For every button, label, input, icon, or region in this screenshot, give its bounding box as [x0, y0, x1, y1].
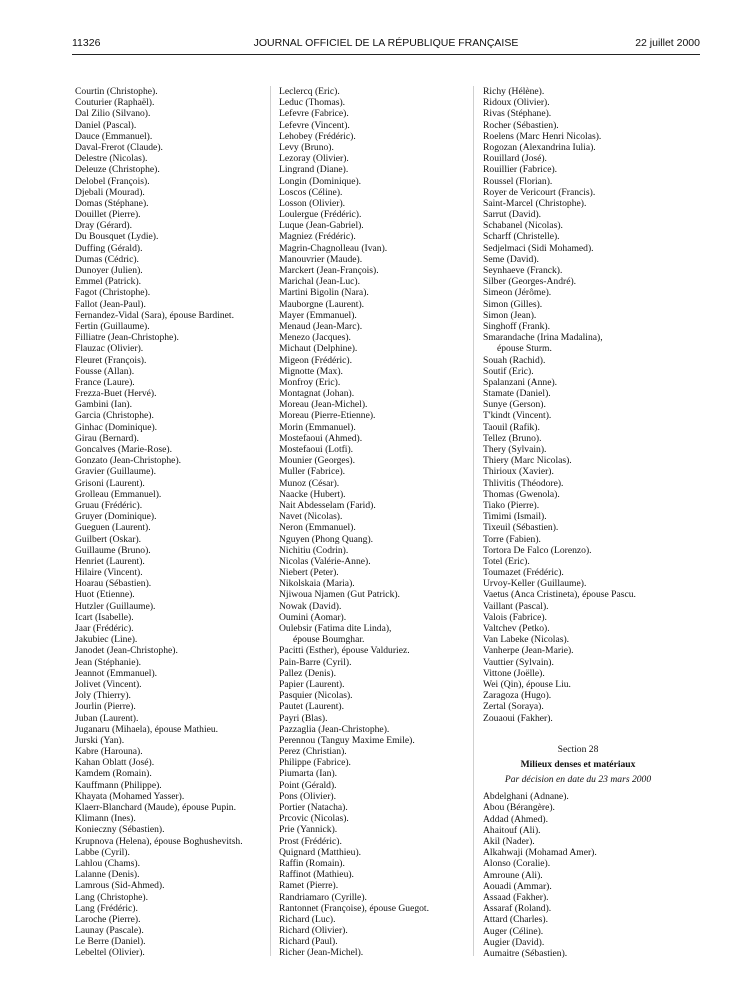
page-header — [72, 37, 700, 51]
name-entry: Klaerr-Blanchard (Maude), épouse Pupin. — [75, 802, 236, 813]
name-entry: Perez (Christian). — [279, 746, 347, 758]
name-entry: Lefevre (Vincent). — [279, 119, 350, 131]
name-entry: Roelens (Marc Henri Nicolas). — [483, 130, 602, 142]
name-entry: Grisoni (Laurent). — [75, 477, 145, 489]
name-entry: Silber (Georges-André). — [483, 276, 577, 288]
column-divider — [270, 86, 271, 956]
name-entry: Portier (Natacha). — [279, 802, 348, 813]
name-entry: Soutif (Eric). — [483, 365, 534, 377]
name-entry: Abdelghani (Adnane). — [483, 791, 569, 803]
name-entry: Hutzler (Guillaume). — [75, 600, 156, 612]
name-entry: Dunoyer (Julien). — [75, 265, 143, 276]
name-entry: Marckert (Jean-François). — [279, 265, 379, 276]
name-entry: Timimi (Ismail). — [483, 511, 547, 523]
name-entry: Tixeuil (Sébastien). — [483, 522, 559, 534]
name-entry: Lamrous (Sid-Ahmed). — [75, 880, 165, 892]
name-entry: Mignotte (Max). — [279, 365, 343, 377]
name-entry: Icart (Isabelle). — [75, 611, 134, 623]
name-entry: Sunye (Gerson). — [483, 399, 546, 411]
name-entry: Raffin (Romain). — [279, 857, 345, 869]
name-entry: Fallot (Jean-Paul). — [75, 298, 146, 310]
name-entry: Grolleau (Emmanuel). — [75, 488, 162, 500]
name-entry: Souah (Rachid). — [483, 354, 546, 366]
name-entry: Nowak (David). — [279, 600, 342, 612]
name-entry: Tellez (Bruno). — [483, 432, 542, 444]
name-entry: Rivas (Stéphane). — [483, 108, 552, 120]
name-entry: Spalanzani (Anne). — [483, 376, 558, 388]
name-entry: Douillet (Pierre). — [75, 209, 141, 221]
name-entry: Dauce (Emmanuel). — [75, 130, 153, 142]
name-entry: Rantonnet (Françoise), épouse Guegot. — [279, 902, 429, 914]
name-entry: Valtchev (Petko). — [483, 623, 550, 634]
name-entry: Nait Abdesselam (Farid). — [279, 499, 376, 511]
name-entry: Menaud (Jean-Marc). — [279, 320, 363, 332]
name-entry: Raffinot (Mathieu). — [279, 869, 354, 881]
name-entry: Joly (Thierry). — [75, 690, 131, 702]
name-entry: Pazzaglia (Jean-Christophe). — [279, 723, 390, 735]
name-entry: Wei (Qin), épouse Liu. — [483, 678, 571, 690]
name-entry: Filliatre (Jean-Christophe). — [75, 332, 179, 344]
name-entry: Kauffmann (Philippe). — [75, 779, 162, 791]
name-entry: Saint-Marcel (Christophe). — [483, 197, 587, 209]
name-entry: Loulergue (Frédéric). — [279, 209, 362, 221]
name-entry: France (Laure). — [75, 376, 135, 388]
name-entry: Gueguen (Laurent). — [75, 522, 151, 534]
name-entry: Lebeltel (Olivier). — [75, 947, 145, 959]
name-entry: Seynhaeve (Franck). — [483, 265, 563, 276]
name-entry: Alonso (Coralie). — [483, 858, 551, 870]
name-entry: Tiako (Pierre). — [483, 499, 540, 511]
name-entry: Laroche (Pierre). — [75, 913, 141, 925]
name-entry: Fernandez-Vidal (Sara), épouse Bardinet. — [75, 309, 234, 321]
name-entry: Mauborgne (Laurent). — [279, 298, 365, 310]
journal-title: JOURNAL OFFICIEL DE LA RÉPUBLIQUE FRANÇAISE — [253, 37, 519, 49]
name-entry: Migeon (Frédéric). — [279, 354, 352, 366]
name-entry: Emmel (Patrick). — [75, 276, 142, 288]
name-entry: Flauzac (Olivier). — [75, 343, 144, 355]
name-entry: Lefevre (Fabrice). — [279, 108, 349, 120]
names-column-3 — [483, 86, 673, 959]
name-entry: Kabre (Harouna). — [75, 746, 143, 758]
name-entry: Lingrand (Diane). — [279, 164, 349, 176]
name-entry: Girau (Bernard). — [75, 432, 139, 444]
name-entry: Launay (Pascale). — [75, 925, 144, 937]
name-entry: Juban (Laurent). — [75, 712, 139, 724]
name-entry: Lang (Frédéric). — [75, 902, 138, 914]
name-entry: Michaut (Delphine). — [279, 343, 358, 355]
name-entry: Zertal (Soraya). — [483, 701, 544, 713]
name-entry: Mounier (Georges). — [279, 455, 356, 467]
name-entry: Leduc (Thomas). — [279, 97, 346, 109]
name-entry: Du Bousquet (Lydie). — [75, 231, 159, 243]
name-entry: Couturier (Raphaël). — [75, 97, 155, 109]
section-heading: Section 28 — [557, 743, 599, 755]
name-entry: Vaillant (Pascal). — [483, 600, 549, 612]
name-entry: Delobel (François). — [75, 175, 150, 187]
name-entry: Krupnova (Helena), épouse Boghushevitsh. — [75, 835, 243, 847]
name-entry: Levy (Bruno). — [279, 141, 334, 153]
name-entry: Piumarta (Ian). — [279, 768, 338, 780]
name-entry: Delestre (Nicolas). — [75, 153, 148, 165]
name-entry: Guillaume (Bruno). — [75, 544, 151, 556]
name-entry: Deleuze (Christophe). — [75, 164, 160, 176]
name-entry: Pons (Olivier). — [279, 790, 337, 802]
section-decision: Par décision en date du 23 mars 2000 — [504, 774, 652, 786]
name-entry: Nicolas (Valérie-Anne). — [279, 555, 371, 567]
name-entry: Rouillard (José). — [483, 153, 547, 165]
name-entry: Gruyer (Dominique). — [75, 511, 157, 523]
name-entry: Aouadi (Ammar). — [483, 880, 552, 892]
name-entry: Pallez (Denis). — [279, 667, 337, 679]
name-entry: Richard (Luc). — [279, 913, 336, 925]
name-entry: Jurski (Yan). — [75, 734, 125, 746]
name-entry: Amroune (Ali). — [483, 869, 543, 881]
name-entry: Schabanel (Nicolas). — [483, 220, 563, 232]
name-entry: Hoarau (Sébastien). — [75, 578, 152, 590]
name-entry: Zouaoui (Fakher). — [483, 712, 553, 724]
name-entry: Frezza-Buet (Hervé). — [75, 388, 157, 400]
name-entry: Richard (Paul). — [279, 936, 338, 948]
name-entry: Moreau (Jean-Michel). — [279, 399, 368, 411]
name-entry: Morin (Emmanuel). — [279, 421, 356, 433]
name-entry: Labbe (Cyril). — [75, 846, 130, 858]
name-entry: Goncalves (Marie-Rose). — [75, 444, 172, 455]
section-subtitle: Milieux denses et matériaux — [520, 758, 636, 770]
name-entry: Seme (David). — [483, 253, 539, 265]
name-entry: Taouil (Rafik). — [483, 421, 540, 433]
name-entry: Konieczny (Sébastien). — [75, 824, 165, 836]
name-entry: Randriamaro (Cyrille). — [279, 891, 367, 903]
name-entry: Jeannot (Emmanuel). — [75, 667, 158, 679]
name-entry: Lezoray (Olivier). — [279, 153, 349, 165]
name-entry: Domas (Stéphane). — [75, 197, 149, 209]
name-entry: Mostefaoui (Lotfi). — [279, 444, 354, 455]
name-entry: Pasquier (Nicolas). — [279, 690, 353, 702]
name-entry: Navet (Nicolas). — [279, 511, 343, 523]
name-entry: Dal Zilio (Silvano). — [75, 108, 151, 120]
name-entry: Leclercq (Eric). — [279, 86, 340, 97]
name-entry: Janodet (Jean-Christophe). — [75, 645, 178, 657]
name-entry: Valois (Fabrice). — [483, 611, 547, 623]
name-entry: Gravier (Guillaume). — [75, 466, 156, 478]
name-entry: Dray (Gérard). — [75, 220, 132, 232]
names-column-1 — [75, 86, 265, 959]
name-entry: Neron (Emmanuel). — [279, 522, 356, 534]
name-entry: Moreau (Pierre-Etienne). — [279, 410, 376, 422]
name-entry: Ahaitouf (Ali). — [483, 824, 541, 836]
name-entry: Huot (Etienne). — [75, 589, 135, 601]
name-entry: Scharff (Christelle). — [483, 231, 560, 243]
name-entry: Totel (Eric). — [483, 555, 530, 567]
name-entry: Addad (Ahmed). — [483, 813, 549, 825]
name-entry: Van Labeke (Nicolas). — [483, 634, 570, 646]
name-entry: Roussel (Florian). — [483, 175, 553, 187]
name-entry: Niebert (Peter). — [279, 567, 339, 579]
name-entry: Vanherpe (Jean-Marie). — [483, 645, 574, 657]
name-entry: Perennou (Tanguy Maxime Emile). — [279, 734, 415, 746]
name-entry: Assaad (Fakher). — [483, 891, 549, 903]
name-entry: Magniez (Frédéric). — [279, 231, 356, 243]
name-entry: Kamdem (Romain). — [75, 768, 152, 780]
name-entry: Pain-Barre (Cyril). — [279, 656, 352, 668]
name-entry: Aumaitre (Sébastien). — [483, 947, 568, 959]
name-entry: Richard (Olivier). — [279, 925, 348, 937]
header-rule — [72, 54, 700, 55]
name-entry: Urvoy-Keller (Guillaume). — [483, 578, 587, 590]
name-entry: Oumini (Aomar). — [279, 611, 347, 623]
name-entry: Muller (Fabrice). — [279, 466, 346, 478]
name-entry: Le Berre (Daniel). — [75, 936, 146, 948]
name-entry: Vittone (Joëlle). — [483, 667, 545, 679]
name-entry: Marichal (Jean-Luc). — [279, 276, 360, 288]
name-entry: Singhoff (Frank). — [483, 320, 550, 332]
name-entry: Torre (Fabien). — [483, 533, 541, 545]
name-entry: Thery (Sylvain). — [483, 444, 547, 455]
name-entry: Payri (Blas). — [279, 712, 328, 724]
name-entry: Alkahwaji (Mohamad Amer). — [483, 847, 597, 859]
section28-list — [483, 791, 673, 959]
name-entry: Ginhac (Dominique). — [75, 421, 158, 433]
name-entry: Rouillier (Fabrice). — [483, 164, 558, 176]
name-entry: Prost (Frédéric). — [279, 835, 342, 847]
name-entry: Auger (Céline). — [483, 925, 544, 937]
name-entry: Augier (David). — [483, 936, 545, 948]
name-entry: Fagot (Christophe). — [75, 287, 151, 299]
name-entry: Jourlin (Pierre). — [75, 701, 136, 713]
name-entry: Papier (Laurent). — [279, 678, 345, 690]
name-entry: Lalanne (Denis). — [75, 869, 140, 881]
name-entry: Quignard (Matthieu). — [279, 846, 362, 858]
name-entry: Sarrut (David). — [483, 209, 542, 221]
name-entry: Gonzato (Jean-Christophe). — [75, 455, 182, 467]
name-entry: Njiwoua Njamen (Gut Patrick). — [279, 589, 400, 601]
name-entry: Khayata (Mohamed Yasser). — [75, 790, 185, 802]
name-entry: Courtin (Christophe). — [75, 86, 158, 97]
name-entry: Vaetus (Anca Cristineta), épouse Pascu. — [483, 589, 636, 601]
column-divider — [473, 86, 474, 956]
name-entry: Toumazet (Frédéric). — [483, 567, 564, 579]
name-entry: Simeon (Jérôme). — [483, 287, 552, 299]
name-entry: Rocher (Sébastien). — [483, 119, 559, 131]
name-entry: Ramet (Pierre). — [279, 880, 339, 892]
name-entry: Abou (Bérangère). — [483, 802, 555, 814]
name-entry: Prcovic (Nicolas). — [279, 813, 349, 825]
name-entry: Thiery (Marc Nicolas). — [483, 455, 572, 467]
name-entry: Thirioux (Xavier). — [483, 466, 554, 478]
name-entry: Lehobey (Frédéric). — [279, 130, 356, 142]
name-entry: Duffing (Gérald). — [75, 242, 143, 254]
name-entry: Royer de Vericourt (Francis). — [483, 186, 596, 198]
name-entry: Thlivitis (Théodore). — [483, 477, 564, 489]
name-entry: Jean (Stéphanie). — [75, 656, 142, 668]
name-entry: Attard (Charles). — [483, 914, 549, 926]
name-entry: Martini Bigolin (Nara). — [279, 287, 369, 299]
name-entry: Richy (Hélène). — [483, 86, 545, 97]
name-entry: Prie (Yannick). — [279, 824, 338, 836]
name-entry: Djebali (Mourad). — [75, 186, 145, 198]
name-entry: Nguyen (Phong Quang). — [279, 533, 374, 545]
name-entry: Menezo (Jacques). — [279, 332, 351, 344]
name-entry: Longin (Dominique). — [279, 175, 362, 187]
name-entry: Klimann (Ines). — [75, 813, 136, 825]
name-entry: Stamate (Daniel). — [483, 388, 551, 400]
name-entry: épouse Sturm. — [497, 343, 552, 355]
name-entry: Richer (Jean-Michel). — [279, 947, 364, 959]
name-entry: Sedjelmaci (Sidi Mohamed). — [483, 242, 594, 254]
name-entry: Jaar (Frédéric). — [75, 623, 134, 634]
name-entry: Mayer (Emmanuel). — [279, 309, 357, 321]
name-entry: T'kindt (Vincent). — [483, 410, 552, 422]
name-entry: Loscos (Céline). — [279, 186, 343, 198]
name-entry: Simon (Jean). — [483, 309, 537, 321]
name-entry: Guilbert (Oskar). — [75, 533, 142, 545]
name-entry: Munoz (César). — [279, 477, 340, 489]
name-entry: Pautet (Laurent). — [279, 701, 344, 713]
name-entry: Fousse (Allan). — [75, 365, 135, 377]
name-entry: Fleuret (François). — [75, 354, 147, 366]
name-entry: Lang (Christophe). — [75, 891, 149, 903]
name-entry: Naacke (Hubert). — [279, 488, 346, 500]
name-entry: Nichitiu (Codrin). — [279, 544, 349, 556]
name-entry: épouse Boumghar. — [293, 634, 365, 646]
names-column-2 — [279, 86, 464, 959]
publication-date: 22 juillet 2000 — [635, 37, 700, 49]
name-entry: Zaragoza (Hugo). — [483, 690, 552, 702]
name-entry: Daval-Frerot (Claude). — [75, 141, 163, 153]
name-entry: Nikolskaia (Maria). — [279, 578, 355, 590]
name-entry: Henriet (Laurent). — [75, 555, 145, 567]
name-entry: Pacitti (Esther), épouse Valduriez. — [279, 645, 410, 657]
name-entry: Simon (Gilles). — [483, 298, 543, 310]
name-entry: Daniel (Pascal). — [75, 119, 137, 131]
name-entry: Monfroy (Eric). — [279, 376, 341, 388]
name-entry: Losson (Olivier). — [279, 197, 346, 209]
name-entry: Vauttier (Sylvain). — [483, 656, 554, 668]
name-entry: Thomas (Gwenola). — [483, 488, 560, 500]
name-entry: Tortora De Falco (Lorenzo). — [483, 544, 592, 556]
name-entry: Gruau (Frédéric). — [75, 499, 143, 511]
name-entry: Gambini (Ian). — [75, 399, 133, 411]
name-entry: Kahan Oblatt (José). — [75, 757, 155, 769]
name-entry: Point (Gérald). — [279, 779, 337, 791]
name-entry: Mostefaoui (Ahmed). — [279, 432, 363, 444]
name-entry: Manouvrier (Maude). — [279, 253, 363, 265]
name-entry: Assaraf (Roland). — [483, 903, 552, 915]
name-entry: Oulebsir (Fatima dite Linda), — [279, 623, 392, 634]
name-entry: Fertin (Guillaume). — [75, 320, 150, 332]
name-entry: Luque (Jean-Gabriel). — [279, 220, 364, 232]
name-entry: Philippe (Fabrice). — [279, 757, 351, 769]
page-number: 11326 — [72, 37, 101, 49]
name-entry: Akil (Nader). — [483, 836, 535, 847]
name-entry: Ridoux (Olivier). — [483, 97, 550, 109]
name-entry: Jolivet (Vincent). — [75, 678, 142, 690]
name-entry: Garcia (Christophe). — [75, 410, 154, 422]
name-entry: Dumas (Cédric). — [75, 253, 139, 265]
name-entry: Magrin-Chagnolleau (Ivan). — [279, 242, 388, 254]
name-entry: Smarandache (Irina Madalina), — [483, 332, 603, 344]
name-entry: Rogozan (Alexandrina Iulia). — [483, 141, 596, 153]
name-entry: Montagnat (Johan). — [279, 388, 355, 400]
names-column-3-list — [483, 86, 673, 724]
name-entry: Lahlou (Chams). — [75, 857, 141, 869]
name-entry: Jakubiec (Line). — [75, 634, 138, 646]
name-entry: Juganaru (Mihaela), épouse Mathieu. — [75, 723, 219, 735]
name-entry: Hilaire (Vincent). — [75, 567, 143, 579]
